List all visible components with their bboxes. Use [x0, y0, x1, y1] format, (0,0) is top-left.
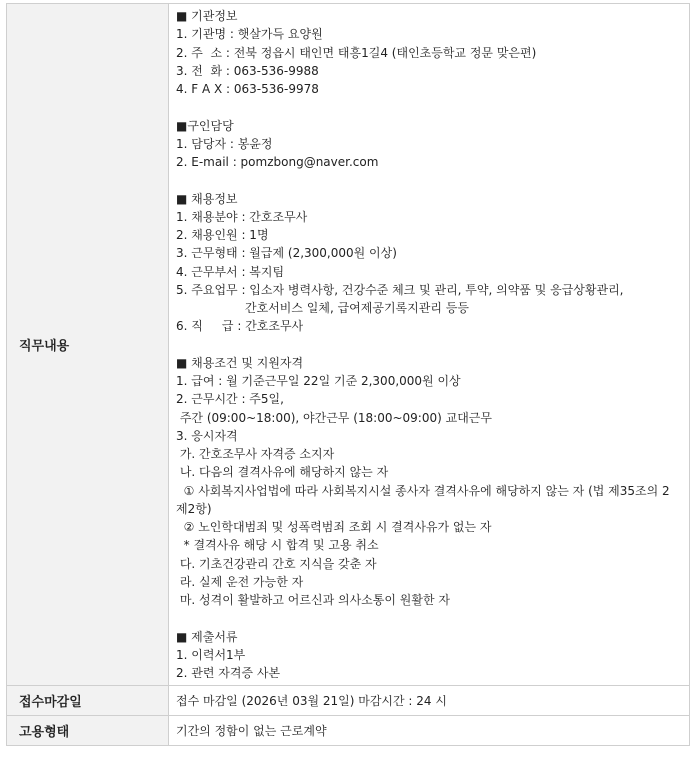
- duties-content: [169, 4, 690, 686]
- qualification-a: 가. 간호조무사 자격증 소지자: [176, 447, 335, 461]
- conditions-heading: ■ 채용조건 및 지원자격: [176, 355, 304, 370]
- employment-row: [7, 716, 690, 746]
- conditions-hours: 2. 근무시간 : 주5일,: [176, 392, 284, 407]
- deadline-row: [7, 686, 690, 716]
- qualification-note: * 결격사유 해당 시 합격 및 고용 취소: [176, 538, 379, 553]
- institution-name: 1. 기관명 : 햇살가득 요양원: [176, 27, 323, 42]
- contact-email: 2. E-mail : pomzbong@naver.com: [176, 155, 379, 169]
- spacer: [176, 171, 683, 189]
- contact-heading: ■구인담당: [176, 118, 234, 133]
- spacer: [176, 98, 683, 116]
- qualification-c: 다. 기초건강관리 간호 지식을 갖춘 자: [176, 556, 377, 571]
- conditions-salary: 1. 급여 : 월 기준근무일 22일 기준 2,300,000원 이상: [176, 374, 461, 388]
- employment-value: 기간의 정함이 없는 근로계약: [169, 716, 690, 746]
- recruit-dept: 4. 근무부서 : 복지팀: [176, 264, 285, 279]
- employment-label: 고용형태: [7, 716, 169, 746]
- institution-fax: 4. F A X : 063-536-9978: [176, 82, 319, 96]
- qualification-b2: ② 노인학대범죄 및 성폭력범죄 조회 시 결격사유가 없는 자: [176, 520, 492, 534]
- qualification-b1: ① 사회복지사업법에 따라 사회복지시설 종사자 결격사유에 해당하지 않는 자 (법 제35조의 2 제2항): [176, 483, 674, 516]
- duties-label: 직무내용: [7, 4, 169, 686]
- recruit-tasks-continued: 간호서비스 일체, 급여제공기록지관리 등등: [245, 301, 469, 315]
- qualification-heading: 3. 응시자격: [176, 428, 238, 443]
- recruit-type: 3. 근무형태 : 월급제 (2,300,000원 이상): [176, 246, 397, 261]
- conditions-shifts: 주간 (09:00~18:00), 야간근무 (18:00~09:00) 교대근무: [176, 410, 492, 425]
- institution-phone: 3. 전 화 : 063-536-9988: [176, 63, 319, 78]
- qualification-e: 마. 성격이 활발하고 어르신과 의사소통이 원활한 자: [176, 593, 450, 607]
- qualification-d: 라. 실제 운전 가능한 자: [176, 574, 304, 589]
- spacer: [176, 336, 683, 354]
- documents-heading: ■ 제출서류: [176, 629, 238, 644]
- institution-address: 2. 주 소 : 전북 정읍시 태인면 태흥1길4 (태인초등학교 정문 맞은편): [176, 45, 537, 60]
- duties-row: [7, 4, 690, 686]
- job-detail-table: [6, 3, 690, 746]
- spacer: [176, 609, 683, 627]
- institution-heading: ■ 기관정보: [176, 9, 238, 23]
- qualification-b: 나. 다음의 결격사유에 해당하지 않는 자: [176, 465, 389, 480]
- recruit-heading: ■ 채용정보: [176, 191, 238, 206]
- recruit-position: 6. 직 급 : 간호조무사: [176, 319, 304, 334]
- documents-resume: 1. 이력서1부: [176, 647, 246, 662]
- recruit-field: 1. 채용분야 : 간호조무사: [176, 209, 308, 224]
- recruit-count: 2. 채용인원 : 1명: [176, 228, 269, 242]
- documents-license: 2. 관련 자격증 사본: [176, 666, 281, 680]
- contact-person: 1. 담당자 : 봉윤정: [176, 136, 273, 151]
- recruit-tasks: 5. 주요업무 : 입소자 병력사항, 건강수준 체크 및 관리, 투약, 의약품 및 응급상황관리,: [176, 282, 624, 297]
- deadline-value: 접수 마감일 (2026년 03월 21일) 마감시간 : 24 시: [169, 686, 690, 716]
- deadline-label: 접수마감일: [7, 686, 169, 716]
